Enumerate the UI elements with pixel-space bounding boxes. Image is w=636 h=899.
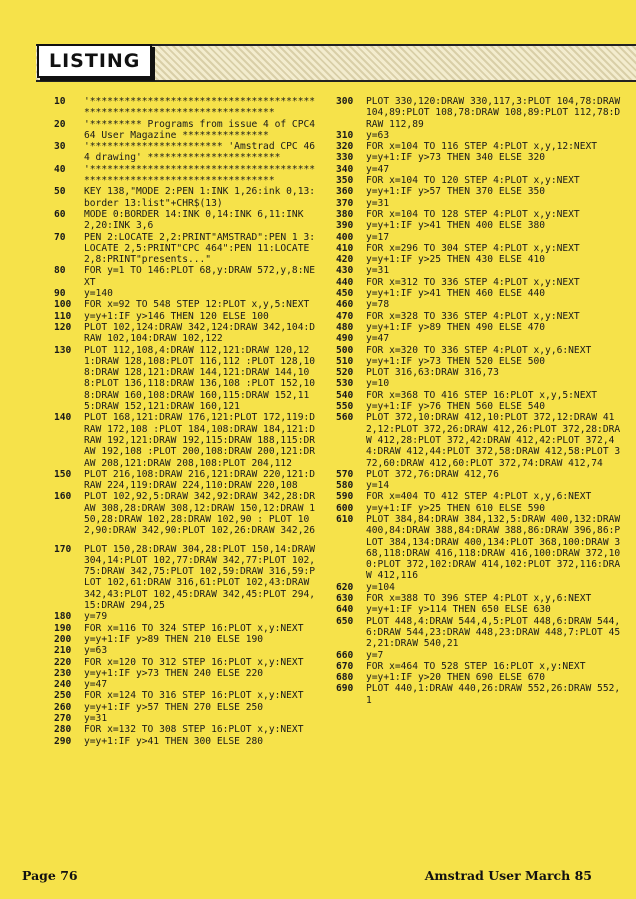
line-number: 180 (54, 611, 72, 623)
code-line (54, 611, 316, 622)
code-line (336, 152, 621, 163)
code-line (336, 243, 621, 254)
code-line (336, 209, 621, 220)
line-number: 100 (54, 299, 72, 311)
line-number: 660 (336, 649, 354, 661)
line-number: 530 (336, 378, 354, 390)
code-line (336, 356, 621, 367)
code-text: y=31 (366, 197, 390, 209)
code-text: PLOT 168,121:DRAW 176,121:PLOT 172,119:DRAW 172,108 :PLOT 184,108:DRAW 184,121:DRAW 192,121:DRAW 192,115:DRAW 188,115:DRAW 192,108 :PLOT 200,108:DRAW 200,121:DRAW 208,121:DRAW 208,108:PLOT 204,112 (84, 412, 316, 469)
code-text: y=31 (366, 265, 390, 277)
line-number: 370 (336, 197, 354, 209)
code-line (336, 254, 621, 265)
code-line (54, 736, 316, 747)
line-number: 410 (336, 242, 354, 254)
line-number: 170 (54, 543, 72, 555)
line-number: 260 (54, 701, 72, 713)
line-number: 10 (54, 96, 66, 107)
line-number: 200 (54, 633, 72, 645)
code-text: KEY 138,"MODE 2:PEN 1:INK 1,26:ink 0,13:border 13:list"+CHR$(13) (84, 186, 316, 209)
code-line (336, 299, 621, 310)
code-text: PLOT 102,124:DRAW 342,124:DRAW 342,104:DRAW 102,104:DRAW 102,122 (84, 321, 316, 345)
code-line (54, 543, 321, 612)
code-text: y=y+1:IF y>73 THEN 340 ELSE 320 (366, 152, 546, 164)
code-text: PLOT 150,28:DRAW 304,28:PLOT 150,14:DRAW 304,14:PLOT 102,77:DRAW 342,77:PLOT 102,75:DRAW 342,75:PLOT 102,59:DRAW 316,59:PLOT 102,61:DRAW 316,61:PLOT 102,43:DRAW 342,43:PLOT 102,45:DRAW 342,45:PLOT 294,15:DRAW 294,25 (84, 543, 321, 612)
code-line (54, 299, 316, 310)
code-text: PLOT 330,120:DRAW 330,117,3:PLOT 104,78:DRAW 104,89:PLOT 108,78:DRAW 108,89:PLOT 112,78:DRAW 112,89 (366, 96, 626, 130)
code-text: FOR y=1 TO 146:PLOT 68,y:DRAW 572,y,8:NEXT (84, 265, 316, 288)
code-line (54, 412, 316, 468)
code-line (54, 209, 316, 232)
code-line (336, 582, 621, 593)
code-text: y=y+1:IF y>89 THEN 210 ELSE 190 (84, 633, 264, 645)
line-number: 340 (336, 163, 354, 175)
code-line (54, 288, 316, 299)
code-text: FOR x=116 TO 324 STEP 16:PLOT x,y:NEXT (84, 622, 304, 634)
code-text: y=17 (366, 231, 390, 243)
line-number: 310 (336, 129, 354, 141)
code-text: y=78 (366, 299, 390, 311)
line-number: 490 (336, 333, 354, 345)
code-line (336, 378, 621, 389)
code-text: y=7 (366, 649, 384, 661)
line-number: 300 (336, 96, 354, 107)
line-number: 360 (336, 186, 354, 198)
line-number: 140 (54, 412, 72, 424)
code-text: FOR x=104 TO 120 STEP 4:PLOT x,y:NEXT (366, 175, 580, 187)
code-line (336, 503, 621, 514)
code-text: '************************************************************************ (84, 163, 316, 187)
code-line (336, 232, 621, 243)
code-line (54, 491, 316, 536)
code-line (54, 634, 316, 645)
code-text: FOR x=328 TO 336 STEP 4:PLOT x,y:NEXT (366, 310, 580, 322)
code-text: FOR x=404 TO 412 STEP 4:PLOT x,y,6:NEXT (366, 491, 592, 503)
line-number: 560 (336, 412, 354, 424)
code-line (54, 645, 316, 656)
line-number: 220 (54, 656, 72, 668)
code-text: PLOT 316,63:DRAW 316,73 (366, 367, 499, 379)
code-line (54, 345, 316, 413)
code-text: '********* Programs from issue 4 of CPC464 User Magazine *************** (84, 118, 316, 141)
line-number: 590 (336, 491, 354, 503)
code-line (336, 604, 621, 615)
code-line (336, 198, 621, 209)
line-number: 70 (54, 231, 66, 243)
code-line (336, 277, 621, 288)
code-text: PLOT 102,92,5:DRAW 342,92:DRAW 342,28:DRAW 308,28:DRAW 308,12:DRAW 150,12:DRAW 150,28:DRAW 102,28:DRAW 102,90 : PLOT 102,90:DRAW 342,90:PLOT 102,26:DRAW 342,26 (84, 491, 316, 537)
code-text: y=14 (366, 480, 390, 492)
code-line (54, 322, 316, 345)
code-line (336, 412, 621, 468)
line-number: 400 (336, 231, 354, 243)
listing-column-right (336, 96, 626, 706)
code-text: y=y+1:IF y>57 THEN 270 ELSE 250 (84, 701, 264, 713)
code-line (336, 616, 621, 650)
code-line (54, 702, 316, 713)
line-number: 130 (54, 344, 72, 356)
line-number: 320 (336, 141, 354, 153)
code-text: FOR x=464 TO 528 STEP 16:PLOT x,y:NEXT (366, 660, 586, 672)
line-number: 440 (336, 276, 354, 288)
code-line (336, 683, 621, 706)
code-line (336, 288, 621, 299)
line-number: 630 (336, 593, 354, 605)
code-line (54, 311, 316, 322)
listing-column-left (54, 96, 321, 747)
code-text: y=y+1:IF y>73 THEN 520 ELSE 500 (366, 355, 546, 367)
code-text: PLOT 384,84:DRAW 384,132,5:DRAW 400,132:DRAW 400,84:DRAW 388,84:DRAW 388,86:DRAW 396,86:PLOT 384,134:DRAW 400,134:PLOT 368,100:DRAW 368,118:DRAW 416,118:DRAW 416,100:DRAW 372,100:PLOT 372,102:DRAW 414,102:PLOT 372,116:DRAW 412,116 (366, 513, 626, 582)
line-number: 680 (336, 672, 354, 684)
code-line (336, 164, 621, 175)
line-number: 150 (54, 468, 72, 480)
line-number: 120 (54, 321, 72, 333)
line-number: 640 (336, 604, 354, 616)
code-text: y=y+1:IF y>89 THEN 490 ELSE 470 (366, 321, 546, 333)
code-line (54, 164, 316, 187)
line-number: 690 (336, 683, 354, 695)
code-line (336, 186, 621, 197)
code-text: y=y+1:IF y>146 THEN 120 ELSE 100 (84, 310, 269, 322)
code-line (336, 175, 621, 186)
code-line (54, 713, 316, 724)
code-line (336, 322, 621, 333)
code-line (336, 593, 621, 604)
code-text: y=63 (366, 129, 390, 141)
code-text: FOR x=104 TO 116 STEP 4:PLOT x,y,12:NEXT (366, 141, 598, 153)
code-text: FOR x=296 TO 304 STEP 4:PLOT x,y:NEXT (366, 242, 580, 254)
code-text: PLOT 372,76:DRAW 412,76 (366, 468, 499, 480)
line-number: 60 (54, 208, 66, 220)
line-number: 280 (54, 724, 72, 736)
code-line (336, 672, 621, 683)
code-text: PLOT 440,1:DRAW 440,26:DRAW 552,26:DRAW 552,1 (366, 683, 621, 706)
code-text: MODE 0:BORDER 14:INK 0,14:INK 6,11:INK 2,20:INK 3,6 (84, 208, 310, 232)
code-text: y=y+1:IF y>73 THEN 240 ELSE 220 (84, 667, 264, 679)
line-number: 270 (54, 713, 72, 725)
line-number: 110 (54, 310, 72, 322)
code-text: FOR x=124 TO 316 STEP 16:PLOT x,y:NEXT (84, 690, 304, 702)
code-text: PLOT 112,108,4:DRAW 112,121:DRAW 120,121:DRAW 128,108:PLOT 116,112 :PLOT 128,108:DRAW 128,121:DRAW 144,121:DRAW 144,108:PLOT 136,118:DRAW 136,108 :PLOT 152,108:DRAW 160,108:DRAW 160,115:DRAW 152,115:DRAW 152,121:DRAW 160,121 (84, 344, 316, 413)
line-number: 390 (336, 220, 354, 232)
line-number: 540 (336, 389, 354, 401)
line-number: 90 (54, 288, 66, 300)
code-text: y=y+1:IF y>57 THEN 370 ELSE 350 (366, 186, 546, 198)
code-line (336, 469, 621, 480)
section-title: LISTING (37, 44, 152, 78)
code-text: FOR x=368 TO 416 STEP 16:PLOT x,y,5:NEXT (366, 389, 598, 401)
line-number: 290 (54, 735, 72, 747)
code-text: y=104 (366, 581, 395, 593)
line-number: 600 (336, 502, 354, 514)
line-number: 550 (336, 401, 354, 413)
line-number: 230 (54, 667, 72, 679)
code-line (336, 345, 621, 356)
code-text: PLOT 448,4:DRAW 544,4,5:PLOT 448,6:DRAW 544,6:DRAW 544,23:DRAW 448,23:DRAW 448,7:PLOT 452,21:DRAW 540,21 (366, 615, 621, 650)
line-number: 250 (54, 690, 72, 702)
code-text: y=47 (366, 333, 390, 345)
code-line (336, 220, 621, 231)
code-line (54, 186, 316, 209)
code-text: PLOT 372,10:DRAW 412,10:PLOT 372,12:DRAW 412,12:PLOT 372,26:DRAW 412,26:PLOT 372,28:DRAW 412,28:PLOT 372,42:DRAW 412,42:PLOT 372,44:DRAW 412,44:PLOT 372,58:DRAW 412,58:PLOT 372,60:DRAW 412,60:PLOT 372,74:DRAW 412,74 (366, 412, 621, 469)
code-line (54, 141, 316, 164)
code-line (54, 119, 316, 142)
code-text: y=10 (366, 378, 390, 390)
code-line (54, 657, 316, 668)
code-line (336, 650, 621, 661)
code-text: y=y+1:IF y>25 THEN 610 ELSE 590 (366, 502, 546, 514)
code-line (336, 491, 621, 502)
line-number: 80 (54, 265, 66, 277)
line-number: 570 (336, 468, 354, 480)
line-number: 510 (336, 355, 354, 367)
code-text: y=y+1:IF y>20 THEN 690 ELSE 670 (366, 672, 546, 684)
code-line (54, 668, 316, 679)
line-number: 580 (336, 480, 354, 492)
line-number: 420 (336, 254, 354, 266)
code-line (336, 401, 621, 412)
code-text: FOR x=388 TO 396 STEP 4:PLOT x,y,6:NEXT (366, 593, 592, 605)
line-number: 240 (54, 679, 72, 691)
line-number: 20 (54, 118, 66, 130)
code-line (336, 130, 621, 141)
code-text: FOR x=312 TO 336 STEP 4:PLOT x,y:NEXT (366, 276, 580, 288)
code-text: FOR x=320 TO 336 STEP 4:PLOT x,y,6:NEXT (366, 344, 592, 356)
line-number: 670 (336, 660, 354, 672)
page-number: Page 76 (22, 868, 78, 883)
code-line (336, 141, 621, 152)
code-text: '************************************************************************ (84, 96, 316, 119)
code-line (54, 469, 316, 492)
code-line (54, 690, 316, 701)
code-line (54, 265, 316, 288)
code-text: FOR x=104 TO 128 STEP 4:PLOT x,y:NEXT (366, 208, 580, 220)
code-text: FOR x=132 TO 308 STEP 16:PLOT x,y:NEXT (84, 724, 304, 736)
code-text: y=47 (366, 163, 390, 175)
code-text: y=y+1:IF y>114 THEN 650 ELSE 630 (366, 604, 551, 616)
line-gap (54, 537, 316, 544)
line-number: 500 (336, 344, 354, 356)
code-line (54, 96, 316, 119)
code-text: y=79 (84, 611, 108, 623)
line-number: 50 (54, 186, 66, 198)
code-text: y=y+1:IF y>41 THEN 300 ELSE 280 (84, 735, 264, 747)
line-number: 610 (336, 513, 354, 525)
line-number: 460 (336, 299, 354, 311)
code-text: y=63 (84, 645, 108, 657)
line-number: 380 (336, 208, 354, 220)
code-line (336, 265, 621, 276)
line-number: 330 (336, 152, 354, 164)
code-line (336, 96, 626, 130)
line-number: 210 (54, 645, 72, 657)
code-text: y=y+1:IF y>76 THEN 560 ELSE 540 (366, 401, 546, 413)
code-line (336, 390, 621, 401)
line-number: 160 (54, 491, 72, 503)
code-line (54, 679, 316, 690)
code-text: PEN 2:LOCATE 2,2:PRINT"AMSTRAD":PEN 1 3:LOCATE 2,5:PRINT"CPC 464":PEN 11:LOCATE 2,8:PRINT"presents..." (84, 231, 316, 266)
code-text: PLOT 216,108:DRAW 216,121:DRAW 220,121:DRAW 224,119:DRAW 224,110:DRAW 220,108 (84, 468, 316, 492)
code-line (336, 513, 626, 582)
line-number: 450 (336, 288, 354, 300)
code-text: y=y+1:IF y>41 THEN 460 ELSE 440 (366, 288, 546, 300)
line-number: 190 (54, 622, 72, 634)
code-text: y=y+1:IF y>25 THEN 430 ELSE 410 (366, 254, 546, 266)
code-text: FOR x=120 TO 312 STEP 16:PLOT x,y:NEXT (84, 656, 304, 668)
line-number: 430 (336, 265, 354, 277)
line-number: 520 (336, 367, 354, 379)
line-number: 40 (54, 163, 66, 175)
code-text: y=y+1:IF y>41 THEN 400 ELSE 380 (366, 220, 546, 232)
line-number: 650 (336, 615, 354, 627)
line-number: 350 (336, 175, 354, 187)
magazine-issue: Amstrad User March 85 (424, 868, 592, 883)
code-line (336, 367, 621, 378)
line-number: 620 (336, 581, 354, 593)
code-line (54, 232, 316, 266)
code-line (54, 724, 316, 735)
line-number: 30 (54, 141, 66, 153)
code-line (336, 333, 621, 344)
code-text: FOR x=92 TO 548 STEP 12:PLOT x,y,5:NEXT (84, 299, 310, 311)
code-text: y=140 (84, 288, 113, 300)
code-line (336, 661, 621, 672)
line-number: 470 (336, 310, 354, 322)
code-line (336, 311, 621, 322)
code-line (54, 623, 316, 634)
code-text: y=31 (84, 713, 108, 725)
code-line (336, 480, 621, 491)
code-text: y=47 (84, 679, 108, 691)
code-text: '*********************** 'Amstrad CPC 464 drawing' *********************** (84, 141, 316, 164)
line-number: 480 (336, 321, 354, 333)
